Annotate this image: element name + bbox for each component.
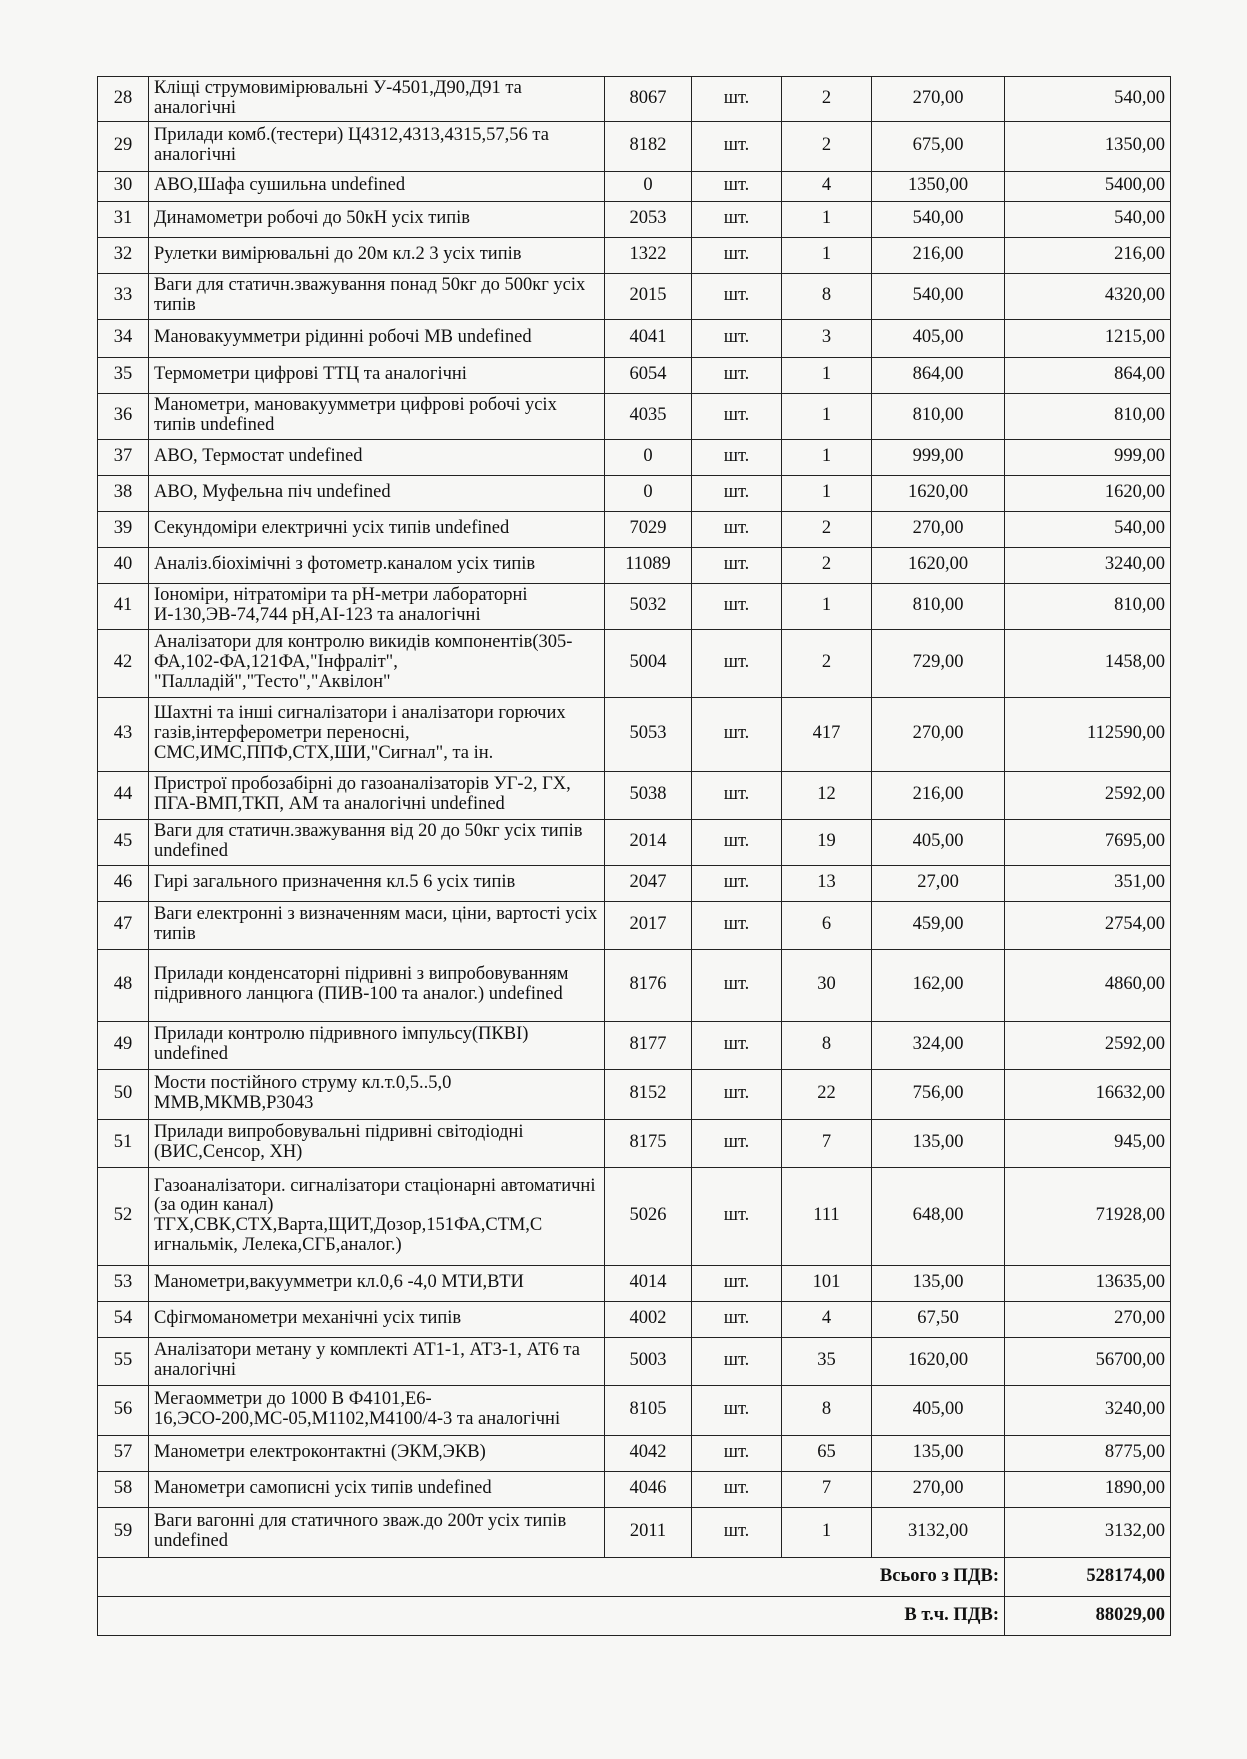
item-price: 270,00 (872, 77, 1005, 122)
item-name: Аналіз.біохімічні з фотометр.каналом усіх типів (149, 547, 605, 583)
item-name: АВО, Муфельна піч undefined (149, 475, 605, 511)
item-price: 675,00 (872, 121, 1005, 171)
row-number: 44 (98, 771, 149, 819)
row-number: 28 (98, 77, 149, 122)
item-quantity: 2 (782, 511, 872, 547)
table-row (98, 77, 1171, 122)
item-name: Манометри, мановакуумметри цифрові робочі усіх типів undefined (149, 393, 605, 439)
item-unit: шт. (692, 273, 782, 319)
item-unit: шт. (692, 171, 782, 201)
item-unit: шт. (692, 121, 782, 171)
item-unit: шт. (692, 1435, 782, 1471)
item-price: 810,00 (872, 583, 1005, 629)
item-price: 270,00 (872, 511, 1005, 547)
item-name: Термометри цифрові ТТЦ та аналогічні (149, 357, 605, 393)
item-sum: 7695,00 (1005, 819, 1171, 865)
item-quantity: 8 (782, 1385, 872, 1435)
row-number: 51 (98, 1119, 149, 1167)
item-quantity: 1 (782, 583, 872, 629)
item-quantity: 35 (782, 1337, 872, 1385)
item-quantity: 8 (782, 1021, 872, 1069)
item-quantity: 30 (782, 949, 872, 1021)
table-row (98, 1167, 1171, 1265)
item-code: 4042 (605, 1435, 692, 1471)
item-code: 5053 (605, 697, 692, 771)
item-sum: 2592,00 (1005, 1021, 1171, 1069)
item-sum: 1458,00 (1005, 629, 1171, 697)
item-quantity: 12 (782, 771, 872, 819)
items-table (97, 76, 1171, 1636)
item-code: 7029 (605, 511, 692, 547)
item-quantity: 7 (782, 1471, 872, 1507)
items-table-body (98, 77, 1171, 1558)
item-price: 135,00 (872, 1435, 1005, 1471)
item-unit: шт. (692, 319, 782, 357)
item-sum: 71928,00 (1005, 1167, 1171, 1265)
table-row (98, 901, 1171, 949)
item-sum: 540,00 (1005, 201, 1171, 237)
table-row (98, 1301, 1171, 1337)
item-quantity: 1 (782, 237, 872, 273)
item-sum: 945,00 (1005, 1119, 1171, 1167)
item-code: 8182 (605, 121, 692, 171)
item-unit: шт. (692, 475, 782, 511)
item-unit: шт. (692, 511, 782, 547)
row-number: 48 (98, 949, 149, 1021)
item-sum: 216,00 (1005, 237, 1171, 273)
table-row (98, 237, 1171, 273)
item-unit: шт. (692, 1507, 782, 1557)
table-row (98, 547, 1171, 583)
table-row (98, 393, 1171, 439)
item-price: 216,00 (872, 771, 1005, 819)
item-name: АВО, Термостат undefined (149, 439, 605, 475)
item-code: 5026 (605, 1167, 692, 1265)
item-name: АВО,Шафа сушильна undefined (149, 171, 605, 201)
table-row (98, 1265, 1171, 1301)
item-quantity: 101 (782, 1265, 872, 1301)
item-sum: 1620,00 (1005, 475, 1171, 511)
row-number: 31 (98, 201, 149, 237)
item-quantity: 2 (782, 77, 872, 122)
item-name: Гирі загального призначення кл.5 6 усіх типів (149, 865, 605, 901)
row-number: 33 (98, 273, 149, 319)
row-number: 43 (98, 697, 149, 771)
item-code: 8177 (605, 1021, 692, 1069)
item-code: 2014 (605, 819, 692, 865)
item-name: Шахтні та інші сигналізатори і аналізатори горючих газів,інтерферометри переносні, СМС,ИМС,ППФ,СТХ,ШИ,"Сигнал", та ін. (149, 697, 605, 771)
totals-section (98, 1557, 1171, 1635)
item-unit: шт. (692, 1337, 782, 1385)
table-row (98, 439, 1171, 475)
item-sum: 5400,00 (1005, 171, 1171, 201)
item-quantity: 13 (782, 865, 872, 901)
item-unit: шт. (692, 1301, 782, 1337)
table-row (98, 1119, 1171, 1167)
row-number: 39 (98, 511, 149, 547)
item-price: 864,00 (872, 357, 1005, 393)
item-quantity: 2 (782, 629, 872, 697)
item-code: 5004 (605, 629, 692, 697)
item-price: 216,00 (872, 237, 1005, 273)
item-code: 4035 (605, 393, 692, 439)
vat-label: В т.ч. ПДВ: (98, 1596, 1005, 1635)
item-code: 5032 (605, 583, 692, 629)
item-name: Іономіри, нітратоміри та рН-метри лабораторні И-130,ЭВ-74,744 рН,АІ-123 та аналогічні (149, 583, 605, 629)
item-code: 8175 (605, 1119, 692, 1167)
row-number: 53 (98, 1265, 149, 1301)
item-unit: шт. (692, 583, 782, 629)
item-code: 4014 (605, 1265, 692, 1301)
item-price: 999,00 (872, 439, 1005, 475)
item-price: 540,00 (872, 201, 1005, 237)
row-number: 58 (98, 1471, 149, 1507)
item-unit: шт. (692, 1385, 782, 1435)
item-name: Мегаомметри до 1000 В Ф4101,Е6-16,ЭСО-200,МС-05,М1102,М4100/4-3 та аналогічні (149, 1385, 605, 1435)
item-price: 1350,00 (872, 171, 1005, 201)
item-sum: 4860,00 (1005, 949, 1171, 1021)
item-code: 0 (605, 475, 692, 511)
item-sum: 864,00 (1005, 357, 1171, 393)
item-unit: шт. (692, 1265, 782, 1301)
row-number: 34 (98, 319, 149, 357)
item-name: Кліщі струмовимірювальні У-4501,Д90,Д91 та аналогічні (149, 77, 605, 122)
table-row (98, 819, 1171, 865)
item-name: Прилади контролю підривного імпульсу(ПКВІ) undefined (149, 1021, 605, 1069)
item-sum: 56700,00 (1005, 1337, 1171, 1385)
item-price: 405,00 (872, 319, 1005, 357)
item-quantity: 4 (782, 171, 872, 201)
row-number: 42 (98, 629, 149, 697)
item-code: 4002 (605, 1301, 692, 1337)
item-price: 405,00 (872, 819, 1005, 865)
item-sum: 8775,00 (1005, 1435, 1171, 1471)
item-name: Пристрої пробозабірні до газоаналізаторів УГ-2, ГХ, ПГА-ВМП,ТКП, АМ та аналогічні undefined (149, 771, 605, 819)
item-name: Сфігмоманометри механічні усіх типів (149, 1301, 605, 1337)
item-name: Газоаналізатори. сигналізатори стаціонарні автоматичні (за один канал) ТГХ,СВК,СТХ,Варта,ЩИТ,Дозор,151ФА,СТМ,С игнальмік, Лелека,СГБ,аналог.) (149, 1167, 605, 1265)
item-code: 0 (605, 439, 692, 475)
item-sum: 540,00 (1005, 511, 1171, 547)
item-name: Аналізатори для контролю викидів компонентів(305-ФА,102-ФА,121ФА,"Інфраліт", "Палладій","Тесто","Аквілон" (149, 629, 605, 697)
item-code: 5003 (605, 1337, 692, 1385)
row-number: 59 (98, 1507, 149, 1557)
total-with-vat-row (98, 1557, 1171, 1596)
table-row (98, 771, 1171, 819)
item-code: 4046 (605, 1471, 692, 1507)
item-code: 11089 (605, 547, 692, 583)
item-code: 8105 (605, 1385, 692, 1435)
item-code: 2047 (605, 865, 692, 901)
row-number: 37 (98, 439, 149, 475)
item-price: 27,00 (872, 865, 1005, 901)
item-sum: 2754,00 (1005, 901, 1171, 949)
item-name: Манометри самописні усіх типів undefined (149, 1471, 605, 1507)
row-number: 35 (98, 357, 149, 393)
item-price: 459,00 (872, 901, 1005, 949)
total-with-vat-label: Всього з ПДВ: (98, 1557, 1005, 1596)
item-quantity: 4 (782, 1301, 872, 1337)
item-quantity: 19 (782, 819, 872, 865)
item-unit: шт. (692, 77, 782, 122)
item-code: 8176 (605, 949, 692, 1021)
item-price: 405,00 (872, 1385, 1005, 1435)
table-row (98, 1471, 1171, 1507)
item-quantity: 1 (782, 201, 872, 237)
row-number: 41 (98, 583, 149, 629)
row-number: 38 (98, 475, 149, 511)
item-name: Прилади конденсаторні підривні з випробовуванням підривного ланцюга (ПИВ-100 та аналог.) undefined (149, 949, 605, 1021)
item-name: Прилади комб.(тестери) Ц4312,4313,4315,57,56 та аналогічні (149, 121, 605, 171)
item-unit: шт. (692, 949, 782, 1021)
item-quantity: 22 (782, 1069, 872, 1119)
item-sum: 2592,00 (1005, 771, 1171, 819)
table-row (98, 1507, 1171, 1557)
item-quantity: 111 (782, 1167, 872, 1265)
item-price: 540,00 (872, 273, 1005, 319)
row-number: 56 (98, 1385, 149, 1435)
row-number: 46 (98, 865, 149, 901)
item-sum: 4320,00 (1005, 273, 1171, 319)
item-price: 67,50 (872, 1301, 1005, 1337)
row-number: 32 (98, 237, 149, 273)
item-unit: шт. (692, 697, 782, 771)
table-row (98, 1435, 1171, 1471)
item-price: 162,00 (872, 949, 1005, 1021)
item-unit: шт. (692, 865, 782, 901)
item-price: 270,00 (872, 697, 1005, 771)
item-name: Рулетки вимірювальні до 20м кл.2 3 усіх типів (149, 237, 605, 273)
table-row (98, 319, 1171, 357)
item-name: Аналізатори метану у комплекті АТ1-1, АТ3-1, АТ6 та аналогічні (149, 1337, 605, 1385)
table-row (98, 949, 1171, 1021)
item-code: 8067 (605, 77, 692, 122)
item-unit: шт. (692, 819, 782, 865)
item-sum: 3240,00 (1005, 547, 1171, 583)
item-name: Манометри електроконтактні (ЭКМ,ЭКВ) (149, 1435, 605, 1471)
item-sum: 999,00 (1005, 439, 1171, 475)
item-unit: шт. (692, 439, 782, 475)
table-row (98, 171, 1171, 201)
item-name: Манометри,вакуумметри кл.0,6 -4,0 МТИ,ВТИ (149, 1265, 605, 1301)
row-number: 29 (98, 121, 149, 171)
item-price: 810,00 (872, 393, 1005, 439)
item-unit: шт. (692, 547, 782, 583)
item-name: Ваги для статичн.зважування від 20 до 50кг усіх типів undefined (149, 819, 605, 865)
item-quantity: 8 (782, 273, 872, 319)
table-row (98, 511, 1171, 547)
item-name: Прилади випробовувальні підривні світодіодні (ВИС,Сенсор, ХН) (149, 1119, 605, 1167)
row-number: 49 (98, 1021, 149, 1069)
table-row (98, 629, 1171, 697)
item-price: 3132,00 (872, 1507, 1005, 1557)
item-price: 135,00 (872, 1265, 1005, 1301)
table-row (98, 1385, 1171, 1435)
table-row (98, 697, 1171, 771)
item-quantity: 2 (782, 547, 872, 583)
row-number: 40 (98, 547, 149, 583)
item-sum: 13635,00 (1005, 1265, 1171, 1301)
vat-value: 88029,00 (1005, 1596, 1171, 1635)
item-price: 135,00 (872, 1119, 1005, 1167)
item-sum: 3240,00 (1005, 1385, 1171, 1435)
item-price: 1620,00 (872, 1337, 1005, 1385)
item-unit: шт. (692, 237, 782, 273)
table-row (98, 1021, 1171, 1069)
row-number: 36 (98, 393, 149, 439)
item-name: Мановакуумметри рідинні робочі МВ undefined (149, 319, 605, 357)
item-sum: 112590,00 (1005, 697, 1171, 771)
item-sum: 16632,00 (1005, 1069, 1171, 1119)
table-row (98, 475, 1171, 511)
item-unit: шт. (692, 1471, 782, 1507)
item-sum: 1350,00 (1005, 121, 1171, 171)
item-quantity: 65 (782, 1435, 872, 1471)
table-row (98, 1069, 1171, 1119)
item-unit: шт. (692, 201, 782, 237)
item-price: 1620,00 (872, 475, 1005, 511)
item-unit: шт. (692, 393, 782, 439)
item-code: 2015 (605, 273, 692, 319)
item-unit: шт. (692, 901, 782, 949)
row-number: 30 (98, 171, 149, 201)
table-row (98, 121, 1171, 171)
item-name: Мости постійного струму кл.т.0,5..5,0 ММВ,МКМВ,Р3043 (149, 1069, 605, 1119)
item-price: 324,00 (872, 1021, 1005, 1069)
item-quantity: 1 (782, 393, 872, 439)
table-row (98, 201, 1171, 237)
item-name: Динамометри робочі до 50кН усіх типів (149, 201, 605, 237)
item-sum: 810,00 (1005, 583, 1171, 629)
vat-row (98, 1596, 1171, 1635)
item-price: 1620,00 (872, 547, 1005, 583)
item-price: 729,00 (872, 629, 1005, 697)
table-row (98, 357, 1171, 393)
item-unit: шт. (692, 1167, 782, 1265)
row-number: 50 (98, 1069, 149, 1119)
item-sum: 1890,00 (1005, 1471, 1171, 1507)
item-code: 1322 (605, 237, 692, 273)
item-price: 270,00 (872, 1471, 1005, 1507)
item-unit: шт. (692, 1119, 782, 1167)
item-name: Ваги вагонні для статичного зваж.до 200т усіх типів undefined (149, 1507, 605, 1557)
row-number: 52 (98, 1167, 149, 1265)
item-quantity: 1 (782, 357, 872, 393)
table-row (98, 583, 1171, 629)
item-code: 4041 (605, 319, 692, 357)
item-name: Секундоміри електричні усіх типів undefined (149, 511, 605, 547)
table-row (98, 865, 1171, 901)
item-name: Ваги електронні з визначенням маси, ціни, вартості усіх типів (149, 901, 605, 949)
item-quantity: 2 (782, 121, 872, 171)
item-code: 8152 (605, 1069, 692, 1119)
item-quantity: 3 (782, 319, 872, 357)
item-unit: шт. (692, 771, 782, 819)
item-price: 756,00 (872, 1069, 1005, 1119)
item-quantity: 1 (782, 439, 872, 475)
item-sum: 540,00 (1005, 77, 1171, 122)
row-number: 55 (98, 1337, 149, 1385)
item-code: 2017 (605, 901, 692, 949)
item-sum: 1215,00 (1005, 319, 1171, 357)
item-sum: 3132,00 (1005, 1507, 1171, 1557)
item-quantity: 6 (782, 901, 872, 949)
item-unit: шт. (692, 1021, 782, 1069)
row-number: 54 (98, 1301, 149, 1337)
item-quantity: 7 (782, 1119, 872, 1167)
item-unit: шт. (692, 1069, 782, 1119)
item-unit: шт. (692, 357, 782, 393)
item-quantity: 1 (782, 1507, 872, 1557)
item-price: 648,00 (872, 1167, 1005, 1265)
item-code: 0 (605, 171, 692, 201)
item-sum: 270,00 (1005, 1301, 1171, 1337)
item-quantity: 1 (782, 475, 872, 511)
item-code: 6054 (605, 357, 692, 393)
item-code: 2011 (605, 1507, 692, 1557)
total-with-vat-value: 528174,00 (1005, 1557, 1171, 1596)
row-number: 47 (98, 901, 149, 949)
table-row (98, 273, 1171, 319)
item-quantity: 417 (782, 697, 872, 771)
item-name: Ваги для статичн.зважування понад 50кг до 500кг усіх типів (149, 273, 605, 319)
row-number: 57 (98, 1435, 149, 1471)
row-number: 45 (98, 819, 149, 865)
item-code: 5038 (605, 771, 692, 819)
item-code: 2053 (605, 201, 692, 237)
item-sum: 351,00 (1005, 865, 1171, 901)
table-row (98, 1337, 1171, 1385)
item-sum: 810,00 (1005, 393, 1171, 439)
item-unit: шт. (692, 629, 782, 697)
